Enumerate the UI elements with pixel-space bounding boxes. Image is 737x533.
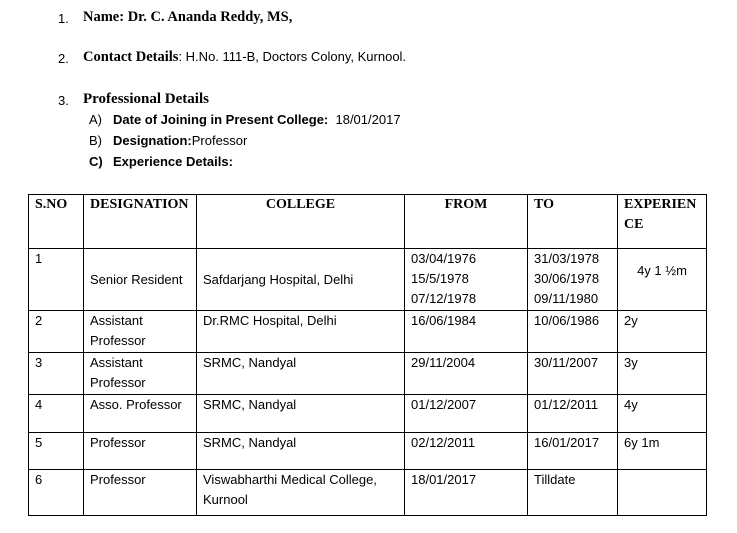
header-designation: DESIGNATION	[84, 195, 197, 249]
table-row	[29, 433, 707, 470]
cell-experience: 4y 1 ½m	[618, 249, 707, 311]
item-letter: C)	[89, 154, 103, 169]
experience-table	[28, 194, 707, 516]
cell-sno: 3	[29, 353, 84, 395]
cell-college: Viswabharthi Medical College, Kurnool	[197, 470, 405, 516]
to-date: 31/03/1978	[534, 251, 600, 266]
cell-experience: 3y	[618, 353, 707, 395]
joining-label: Date of Joining in Present College:	[113, 112, 329, 127]
experience-label: Experience Details:	[113, 154, 233, 169]
cell-to: 01/12/2011	[528, 395, 618, 433]
section-number: 3.	[58, 93, 69, 108]
cell-from: 02/12/2011	[405, 433, 528, 470]
to-date: 30/06/1978	[534, 271, 600, 286]
table-row	[29, 353, 707, 395]
joining-value: 18/01/2017	[335, 112, 401, 127]
cell-college: SRMC, Nandyal	[197, 395, 405, 433]
table-row	[29, 395, 707, 433]
header-experience: EXPERIEN CE	[618, 195, 707, 249]
cell-sno: 6	[29, 470, 84, 516]
header-to: TO	[528, 195, 618, 249]
cell-from: 29/11/2004	[405, 353, 528, 395]
cell-experience	[618, 470, 707, 516]
table-row	[29, 470, 707, 516]
item-letter: A)	[89, 112, 102, 127]
header-from: FROM	[405, 195, 528, 249]
header-college: COLLEGE	[197, 195, 405, 249]
cell-to	[528, 249, 618, 311]
contact-label: Contact Details	[83, 49, 179, 65]
to-date: 09/11/1980	[534, 291, 599, 306]
section-number: 1.	[58, 11, 69, 26]
section-number: 2.	[58, 51, 69, 66]
item-letter: B)	[89, 133, 102, 148]
cell-sno: 1	[29, 249, 84, 311]
contact-value: : H.No. 111-B, Doctors Colony, Kurnool.	[178, 49, 407, 64]
cell-from: 18/01/2017	[405, 470, 528, 516]
cell-designation: Senior Resident	[84, 249, 197, 311]
professional-heading: Professional Details	[83, 91, 209, 107]
cell-designation: Professor	[84, 470, 197, 516]
cell-to: 10/06/1986	[528, 311, 618, 353]
cell-sno: 2	[29, 311, 84, 353]
table-row	[29, 311, 707, 353]
cell-to: 16/01/2017	[528, 433, 618, 470]
cell-designation: Assistant Professor	[84, 353, 197, 395]
cell-sno: 5	[29, 433, 84, 470]
designation-value: Professor	[191, 133, 248, 148]
cell-from	[405, 249, 528, 311]
cell-college: Dr.RMC Hospital, Delhi	[197, 311, 405, 353]
cell-to: Tilldate	[528, 470, 618, 516]
cell-from: 01/12/2007	[405, 395, 528, 433]
header-sno: S.NO	[29, 195, 84, 249]
cell-college: Safdarjang Hospital, Delhi	[197, 249, 405, 311]
table-row	[29, 249, 707, 311]
cell-from: 16/06/1984	[405, 311, 528, 353]
cell-to: 30/11/2007	[528, 353, 618, 395]
designation-label: Designation:	[113, 133, 192, 148]
cell-experience: 2y	[618, 311, 707, 353]
from-date: 03/04/1976	[411, 251, 477, 266]
from-date: 15/5/1978	[411, 271, 469, 286]
cell-college: SRMC, Nandyal	[197, 433, 405, 470]
name-heading: Name: Dr. C. Ananda Reddy, MS,	[83, 9, 293, 25]
cell-experience: 4y	[618, 395, 707, 433]
cell-college: SRMC, Nandyal	[197, 353, 405, 395]
cell-sno: 4	[29, 395, 84, 433]
cell-designation: Professor	[84, 433, 197, 470]
cell-designation: Assistant Professor	[84, 311, 197, 353]
from-date: 07/12/1978	[411, 291, 477, 306]
cell-experience: 6y 1m	[618, 433, 707, 470]
cell-designation: Asso. Professor	[84, 395, 197, 433]
